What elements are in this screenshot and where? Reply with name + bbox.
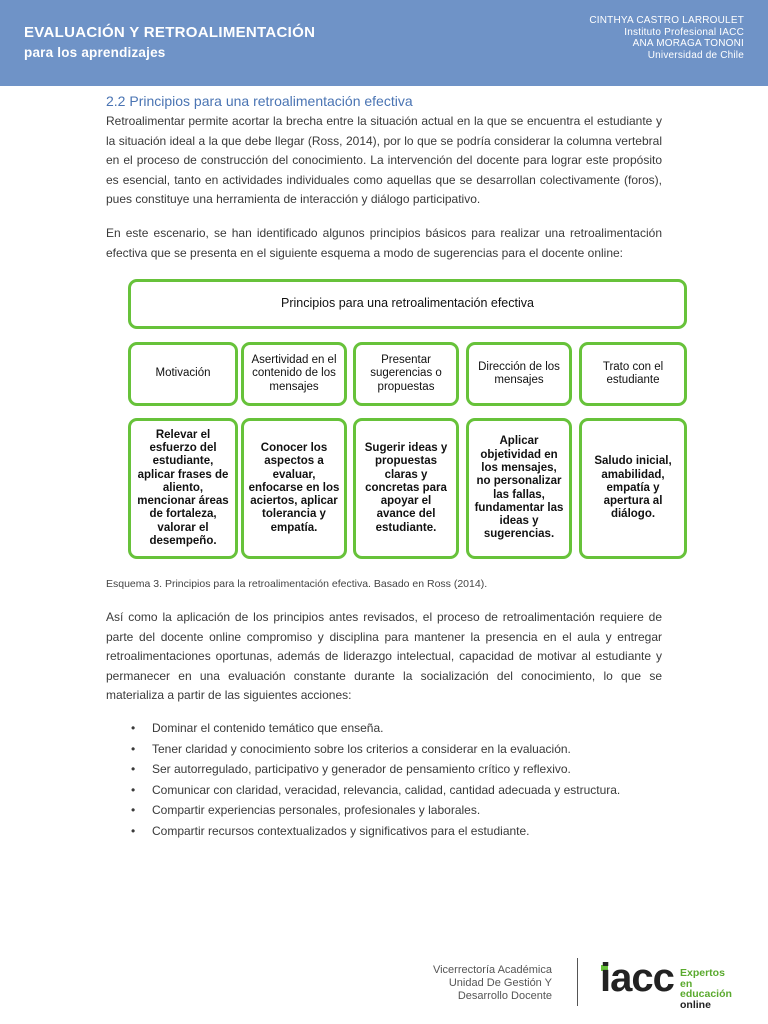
list-item-text: Compartir experiencias personales, profesionales y laborales. xyxy=(152,803,481,817)
footer-line-text: Unidad De Gestión Y xyxy=(448,977,552,989)
bullet-icon: • xyxy=(131,823,136,838)
principle-head-box xyxy=(128,342,238,406)
list-item-text: Dominar el contenido temático que enseña. xyxy=(152,721,384,735)
page-header xyxy=(0,0,768,86)
principle-head-box xyxy=(579,342,687,406)
list-item-text: Compartir recursos contextualizados y significativos para el estudiante. xyxy=(152,823,530,838)
bullet-icon: • xyxy=(131,762,136,776)
actions-list xyxy=(106,718,666,841)
principle-head: Asertividad en el contenido de los mensajes xyxy=(251,353,337,393)
footer-line-text: Vicerrectoría Académica xyxy=(432,964,552,976)
diagram-caption: Esquema 3. Principios para la retroalimentación efectiva. Basado en Ross (2014). xyxy=(106,578,488,590)
section-title: 2.2 Principios para una retroalimentación efectiva xyxy=(106,93,413,109)
diagram-title-box xyxy=(128,279,687,329)
principle-head: Trato con el estudiante xyxy=(602,360,664,386)
logo-word: iacc xyxy=(600,956,674,1000)
paragraph-scenario: En este escenario, se han identificado algunos principios básicos para realizar una retroalimentación efectiva que se presenta en el siguiente esquema a modo de sugerencias para el docente online: xyxy=(106,226,662,260)
iacc-logo xyxy=(600,956,746,1011)
list-item-text: Tener claridad y conocimiento sobre los criterios a considerar en la evaluación. xyxy=(152,741,571,756)
principle-head-box xyxy=(466,342,572,406)
author-line: Instituto Profesional IACC xyxy=(624,26,744,38)
logo-tag-line: Expertos xyxy=(680,967,725,979)
principle-body-box xyxy=(466,418,572,559)
list-item xyxy=(106,718,666,739)
author-line: CINTHYA CASTRO LARROULET xyxy=(589,15,744,26)
paragraph-actions: Así como la aplicación de los principios antes revisados, el proceso de retroalimentación requiere de parte del docente online compromiso y disciplina para mantener la presencia en el aula y entregar retroalimentaciones oportunas, además de liderazgo intelectual, capacidad de motivar al estudiante y permanecer en una evaluación constante durante la socialización del conocimiento, lo que se materializa a partir de las siguientes acciones: xyxy=(106,610,662,702)
principle-body-box xyxy=(353,418,459,559)
footer-divider xyxy=(577,958,578,1006)
logo-tag-line: en educación xyxy=(680,977,732,1000)
principle-head: Presentar sugerencias o propuestas xyxy=(370,353,442,393)
bullet-icon: • xyxy=(131,803,136,817)
author-line: Universidad de Chile xyxy=(647,49,744,61)
principle-body: Sugerir ideas y propuestas claras y concretas para apoyar el avance del estudiante. xyxy=(364,441,448,534)
logo-tagline xyxy=(680,968,746,1010)
principle-body-box xyxy=(579,418,687,559)
list-item xyxy=(106,739,666,760)
bullet-icon: • xyxy=(131,782,136,797)
footer-unit xyxy=(433,964,552,1003)
principles-diagram xyxy=(128,279,688,561)
principle-body-box xyxy=(241,418,347,559)
principle-body: Saludo inicial, amabilidad, empatía y apertura al diálogo. xyxy=(594,455,672,521)
principle-head: Motivación xyxy=(155,367,211,380)
principle-head-box xyxy=(241,342,347,406)
logo-tag-line: online xyxy=(680,998,711,1011)
list-item-text: Comunicar con claridad, veracidad, relevancia, calidad, cantidad adecuada y estructura. xyxy=(152,782,621,797)
list-item xyxy=(106,800,666,821)
principle-body: Relevar el esfuerzo del estudiante, aplicar frases de aliento, mencionar áreas de fortaleza, valorar el desempeño. xyxy=(137,428,229,548)
principle-body: Conocer los aspectos a evaluar, enfocarse en los aciertos, aplicar tolerancia y empatía. xyxy=(248,441,340,534)
bullet-icon: • xyxy=(131,741,136,756)
author-line: ANA MORAGA TONONI xyxy=(632,38,744,49)
bullet-icon: • xyxy=(131,721,136,735)
diagram-title: Principios para una retroalimentación efectiva xyxy=(281,296,534,311)
principle-head-box xyxy=(353,342,459,406)
paragraph-intro: Retroalimentar permite acortar la brecha entre la situación actual en la que se encuentra el estudiante y la situación ideal a la que debe llegar (Ross, 2014), por lo que se podría considerar la columna vertebral en el proceso de construcción del conocimiento. La intervención del docente para lograr este propósito es esencial, tanto en actividades individuales como aquellas que se desarrollan colectivamente (foros), pues constituye una herramienta de interacción y diálogo participativo. xyxy=(106,114,662,206)
list-item xyxy=(106,821,666,842)
header-subtitle: para los aprendizajes xyxy=(24,45,166,60)
principle-body: Aplicar objetividad en los mensajes, no personalizar las fallas, fundamentar las ideas y sugerencias. xyxy=(474,435,564,541)
principle-head: Dirección de los mensajes xyxy=(478,360,560,386)
header-authors xyxy=(589,15,744,61)
list-item xyxy=(106,780,666,801)
header-title: EVALUACIÓN Y RETROALIMENTACIÓN xyxy=(24,24,316,41)
list-item-text: Ser autorregulado, participativo y generador de pensamiento crítico y reflexivo. xyxy=(152,762,571,776)
principle-body-box xyxy=(128,418,238,559)
list-item xyxy=(106,759,666,780)
footer-line-text: Desarrollo Docente xyxy=(457,990,552,1002)
